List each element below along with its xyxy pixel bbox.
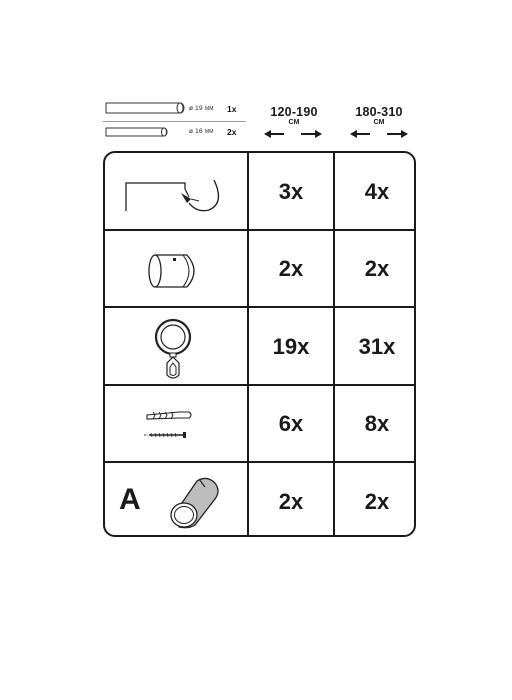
- quantity-large: 8x: [364, 411, 390, 436]
- rod-19mm-icon: [104, 100, 186, 116]
- legend-divider: [103, 121, 246, 122]
- end-cap-icon: [147, 251, 203, 291]
- quantity-small: 3x: [278, 179, 304, 204]
- part-label-a: A: [119, 483, 141, 516]
- connector-sleeve-icon: [163, 473, 221, 529]
- table-row: [105, 463, 248, 537]
- table-row: [105, 386, 248, 461]
- quantity-small: 19x: [272, 334, 310, 359]
- range-small-value: 120-190: [270, 105, 318, 119]
- range-small-unit: CM: [288, 119, 300, 126]
- wall-plug-screw-icon: [143, 406, 199, 446]
- range-header-large: [339, 106, 419, 127]
- quantity-small: 6x: [278, 411, 304, 436]
- rod-19mm-quantity: 1x: [227, 104, 237, 114]
- rod-16mm-quantity: 2x: [227, 127, 237, 137]
- parts-table: [103, 151, 416, 537]
- range-large-unit: CM: [373, 119, 385, 126]
- quantity-small: 2x: [278, 256, 304, 281]
- rod-16mm-spec: ø 16 MM: [189, 128, 214, 135]
- table-row: [105, 308, 248, 384]
- range-header-small: [254, 106, 334, 127]
- curtain-ring-icon: [151, 317, 195, 381]
- double-arrow-icon: [264, 129, 322, 139]
- table-row: [105, 153, 248, 229]
- double-arrow-icon: [350, 129, 408, 139]
- quantity-large: 2x: [364, 256, 390, 281]
- quantity-large: 2x: [364, 489, 390, 514]
- bracket-icon: [121, 177, 225, 213]
- rod-19mm-spec: ø 19 MM: [189, 105, 214, 112]
- range-large-value: 180-310: [355, 105, 403, 119]
- quantity-small: 2x: [278, 489, 304, 514]
- quantity-large: 31x: [358, 334, 396, 359]
- table-row: [105, 231, 248, 306]
- rod-16mm-icon: [104, 126, 170, 138]
- quantity-large: 4x: [364, 179, 390, 204]
